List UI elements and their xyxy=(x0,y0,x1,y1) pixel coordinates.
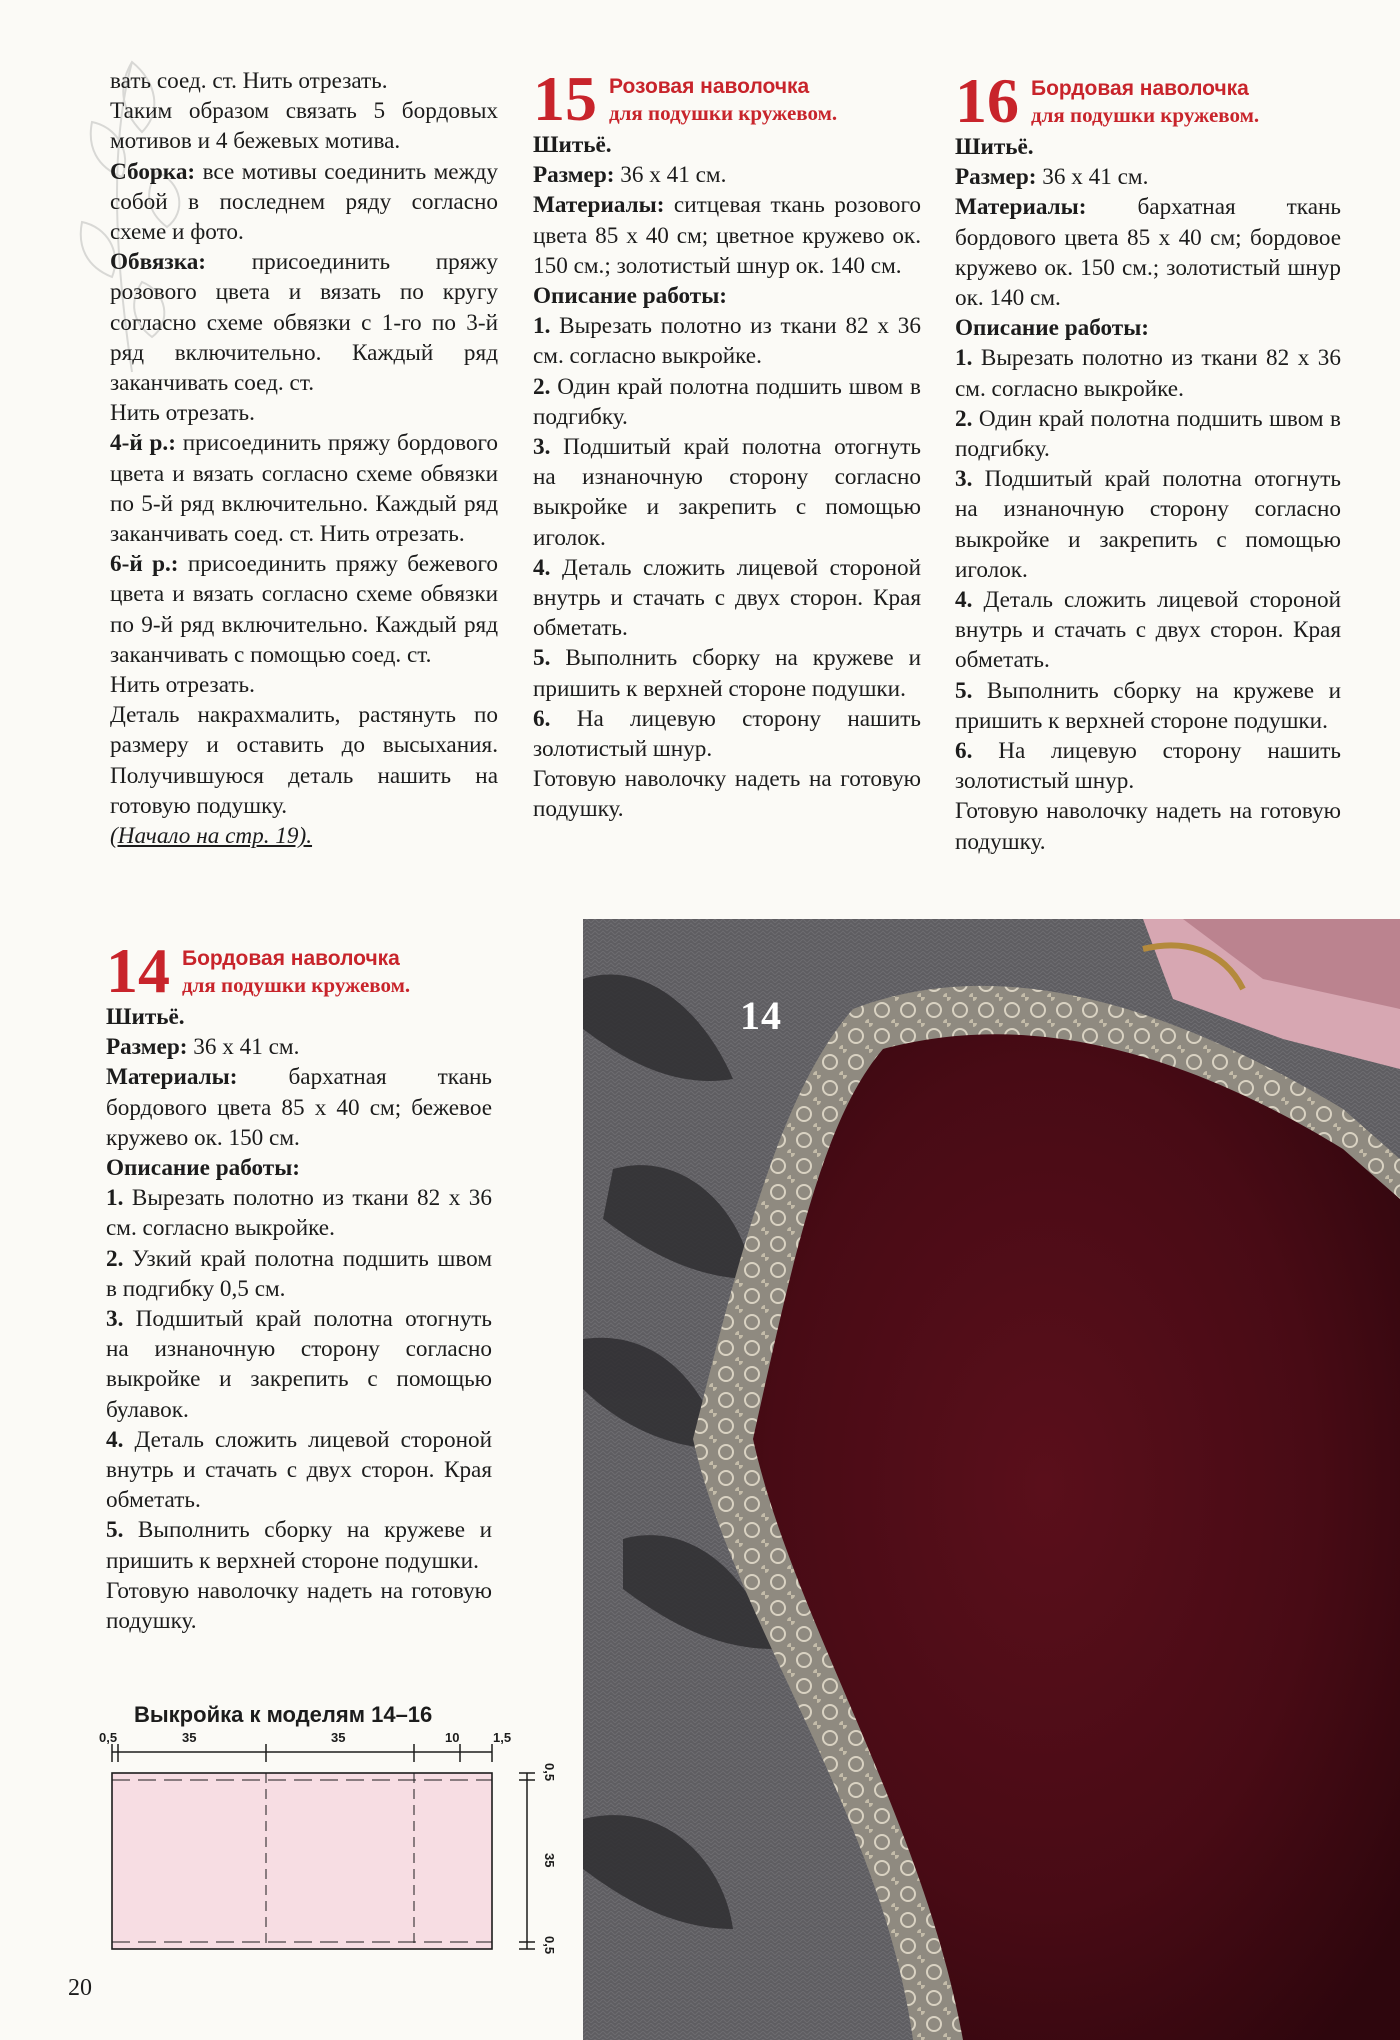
step xyxy=(955,585,1341,676)
step-number: 4. xyxy=(955,587,973,614)
step-text: Подшитый край полотна отогнуть на изнаночную сторону согласно выкройке и закрепить с помощью иголок. xyxy=(533,434,921,551)
step xyxy=(533,372,921,432)
step-text: Вырезать полотно из ткани 82 x 36 см. согласно выкройке. xyxy=(955,345,1341,402)
size xyxy=(533,160,921,190)
materials-label: Материалы: xyxy=(533,192,665,219)
dimension-label: 0,5 xyxy=(99,1730,118,1745)
step-text: Вырезать полотно из ткани 82 x 36 см. согласно выкройке. xyxy=(106,1185,492,1242)
step xyxy=(533,643,921,703)
size-label: Размер: xyxy=(955,164,1037,191)
row4-label: 4-й р.: xyxy=(110,430,176,457)
step xyxy=(106,1183,492,1243)
step xyxy=(106,1304,492,1425)
assembly-text: все мотивы соединить между собой в последнем ряду согласно схеме и фото. xyxy=(110,158,498,246)
step-number: 3. xyxy=(955,466,973,493)
final-note: Готовую наволочку надеть на готовую подушку. xyxy=(533,766,921,823)
model-16-header xyxy=(955,65,1341,136)
step-text: Вырезать полотно из ткани 82 x 36 см. согласно выкройке. xyxy=(533,313,921,370)
model-title xyxy=(182,942,410,998)
step xyxy=(106,1425,492,1516)
dimension-label: 0,5 xyxy=(542,1936,557,1955)
description-label: Описание работы: xyxy=(106,1155,301,1182)
step-number: 4. xyxy=(533,554,551,581)
title-line: Розовая наволочка xyxy=(609,75,810,98)
materials-label: Материалы: xyxy=(955,194,1087,221)
model-15-header xyxy=(533,63,921,134)
title-line: для подушки кружевом. xyxy=(1031,103,1260,127)
step xyxy=(533,432,921,553)
dimension-label: 35 xyxy=(331,1730,346,1745)
materials xyxy=(106,1062,492,1153)
step xyxy=(955,736,1341,796)
step xyxy=(955,404,1341,464)
model-title xyxy=(609,70,837,126)
step-text: Выполнить сборку на кружеве и пришить к верхней стороне подушки. xyxy=(106,1517,492,1574)
row6-end: Нить отрезать. xyxy=(110,672,255,699)
step-text: Один край полотна подшить швом в подгибку. xyxy=(955,405,1341,463)
description-label: Описание работы: xyxy=(955,315,1150,342)
sewing-pattern-diagram xyxy=(95,1730,565,1960)
size xyxy=(955,162,1341,192)
step-text: Узкий край полотна подшить швом в подгибку 0,5 см. xyxy=(106,1245,492,1302)
row6-text: присоединить пряжу бежевого цвета и вязать согласно схеме обвязки по 9-й ряд включительно. Каждый ряд заканчивать с помощью соед. ст. xyxy=(110,551,498,668)
step-number: 5. xyxy=(106,1517,124,1544)
step xyxy=(106,1244,492,1304)
continuation-reference: (Начало на стр. 19). xyxy=(110,823,313,850)
step xyxy=(955,343,1341,403)
model-number: 15 xyxy=(533,63,597,134)
photo-model-label: 14 xyxy=(740,993,782,1038)
step-text: Деталь сложить лицевой стороной внутрь и стачать с двух сторон. Края обметать. xyxy=(533,554,921,642)
title-line: Бордовая наволочка xyxy=(1031,77,1249,100)
edging-paragraph xyxy=(110,247,498,398)
model-15 xyxy=(533,63,921,825)
step xyxy=(533,704,921,764)
step-number: 1. xyxy=(955,345,973,372)
title-line: для подушки кружевом. xyxy=(182,973,411,997)
assembly-paragraph xyxy=(110,157,498,248)
size xyxy=(106,1032,492,1062)
technique: Шитьё. xyxy=(106,1004,185,1030)
row4-paragraph xyxy=(110,428,498,549)
materials xyxy=(955,192,1341,313)
size-value: 36 x 41 см. xyxy=(1036,164,1149,191)
step-number: 2. xyxy=(533,373,551,400)
step xyxy=(955,676,1341,736)
page-number: 20 xyxy=(68,1975,92,2001)
model-title xyxy=(1031,72,1259,128)
assembly-label: Сборка: xyxy=(110,158,196,185)
title-line: для подушки кружевом. xyxy=(609,101,838,125)
step xyxy=(533,553,921,644)
size-value: 36 x 41 см. xyxy=(614,162,727,189)
step-number: 2. xyxy=(106,1245,124,1272)
step-number: 1. xyxy=(533,313,551,340)
edging-end: Нить отрезать. xyxy=(110,400,255,427)
materials-text: бархатная ткань бордового цвета 85 x 40 см; бордовое кружево ок. 150 см.; золотистый шнур ок. 140 см. xyxy=(955,194,1341,312)
step xyxy=(955,464,1341,585)
step-text: Один край полотна подшить швом в подгибку. xyxy=(533,373,921,430)
step xyxy=(533,311,921,371)
dimension-label: 1,5 xyxy=(493,1730,512,1745)
edging-text: присоединить пряжу розового цвета и вязать по кругу согласно схеме обвязки с 1-го по 3-й ряд включительно. Каждый ряд заканчивать соед. ст. xyxy=(110,249,498,397)
step-number: 3. xyxy=(106,1306,124,1333)
step-text: На лицевую сторону нашить золотистый шнур. xyxy=(533,705,921,763)
column-continuation xyxy=(110,66,498,851)
step-text: Выполнить сборку на кружеве и пришить к верхней стороне подушки. xyxy=(533,645,921,702)
step-text: На лицевую сторону нашить золотистый шнур. xyxy=(955,738,1341,795)
edging-label: Обвязка: xyxy=(110,249,207,276)
technique: Шитьё. xyxy=(533,132,612,158)
step-text: Деталь сложить лицевой стороной внутрь и стачать с двух сторон. Края обметать. xyxy=(955,587,1341,674)
materials-text: ситцевая ткань розового цвета 85 x 40 см; цветное кружево ок. 150 см.; золотистый шнур ок. 140 см. xyxy=(533,192,921,279)
step xyxy=(106,1515,492,1575)
model-number: 16 xyxy=(955,65,1019,136)
size-value: 36 x 41 см. xyxy=(187,1034,300,1061)
model-16 xyxy=(955,65,1341,857)
final-note: Готовую наволочку надеть на готовую подушку. xyxy=(106,1577,492,1635)
intro-line: Таким образом связать 5 бордовых мотивов и 4 бежевых мотива. xyxy=(110,98,498,155)
title-line: Бордовая наволочка xyxy=(182,947,400,970)
step-number: 5. xyxy=(955,677,973,704)
pattern-title: Выкройка к моделям 14–16 xyxy=(134,1702,433,1727)
step-text: Подшитый край полотна отогнуть на изнаночную сторону согласно выкройке и закрепить с помощью иголок. xyxy=(955,466,1341,583)
materials xyxy=(533,190,921,281)
final-note: Готовую наволочку надеть на готовую подушку. xyxy=(955,798,1341,855)
model-number: 14 xyxy=(106,935,170,1006)
step-number: 6. xyxy=(533,705,551,732)
step-number: 1. xyxy=(106,1185,124,1212)
technique: Шитьё. xyxy=(955,134,1034,160)
finish-paragraph: Деталь накрахмалить, растянуть по размеру и оставить до высыхания. Получившуюся деталь нашить на готовую подушку. xyxy=(110,702,498,819)
intro-line: вать соед. ст. Нить отрезать. xyxy=(110,68,388,94)
step-number: 3. xyxy=(533,434,551,461)
step-text: Деталь сложить лицевой стороной внутрь и стачать с двух сторон. Края обметать. xyxy=(106,1426,492,1514)
size-label: Размер: xyxy=(533,162,615,189)
step-number: 6. xyxy=(955,738,973,765)
dimension-label: 35 xyxy=(182,1730,197,1745)
row6-paragraph xyxy=(110,549,498,670)
description-label: Описание работы: xyxy=(533,283,728,310)
model-14 xyxy=(106,935,492,1636)
pillow-photo xyxy=(583,919,1400,2040)
materials-label: Материалы: xyxy=(106,1064,238,1091)
step-text: Выполнить сборку на кружеве и пришить к верхней стороне подушки. xyxy=(955,677,1341,734)
row6-label: 6-й р.: xyxy=(110,551,179,578)
size-label: Размер: xyxy=(106,1034,188,1061)
step-text: Подшитый край полотна отогнуть на изнаночную сторону согласно выкройке и закрепить с помощью булавок. xyxy=(106,1306,492,1423)
dimension-label: 0,5 xyxy=(542,1763,557,1782)
materials-text: бархатная ткань бордового цвета 85 x 40 см; бежевое кружево ок. 150 см. xyxy=(106,1064,492,1151)
step-number: 2. xyxy=(955,405,973,432)
dimension-label: 10 xyxy=(445,1730,460,1745)
step-number: 5. xyxy=(533,645,551,672)
fabric-piece xyxy=(112,1773,492,1949)
model-14-header xyxy=(106,935,492,1006)
row4-text: присоединить пряжу бордового цвета и вязать согласно схеме обвязки по 5-й ряд включительно. Каждый ряд заканчивать соед. ст. Нить отрезать. xyxy=(110,430,499,548)
step-number: 4. xyxy=(106,1426,124,1453)
dimension-label: 35 xyxy=(542,1853,557,1868)
